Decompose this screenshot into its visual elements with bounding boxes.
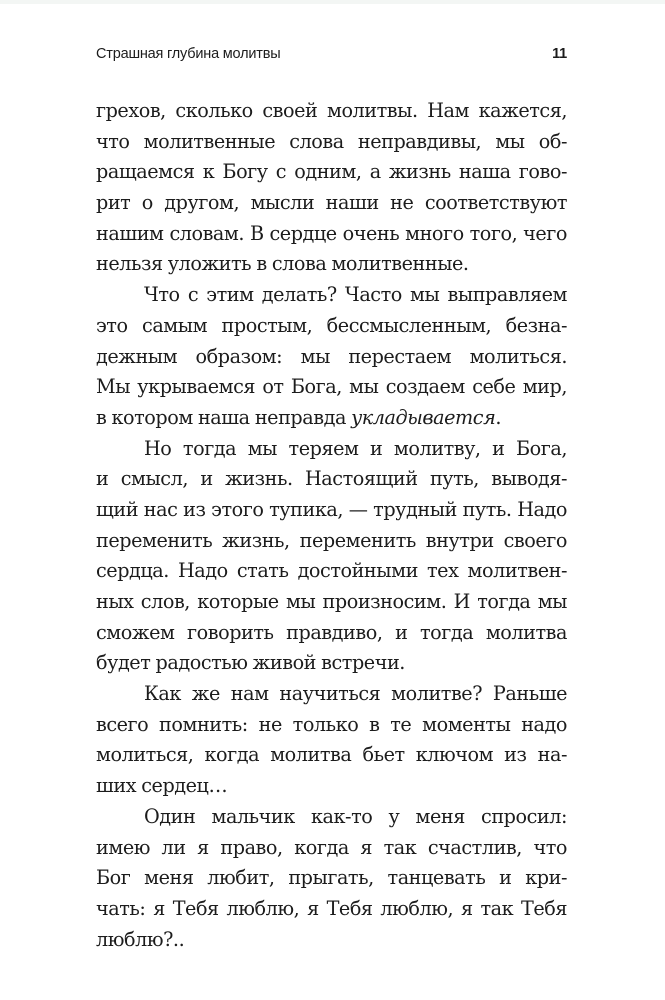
text-line: это самым простым, бессмысленным, безна-: [96, 313, 567, 337]
text-line: ращаемся к Богу с одним, а жизнь наша гово-: [96, 160, 567, 184]
text-line: [96, 403, 567, 434]
running-header: [96, 46, 567, 68]
text-line: рит о другом, мысли наши не соответствуют: [96, 191, 567, 215]
text-line: щий нас из этого тупика, — трудный путь. Надо: [96, 497, 567, 521]
text-run: в котором наша неправда: [96, 405, 352, 429]
text-line: всего помнить: не только в те моменты надо: [96, 712, 567, 736]
emphasized-word: укладывается: [351, 405, 496, 429]
text-line: имею ли я право, когда я так счастлив, что: [96, 835, 567, 859]
text-line: Но тогда мы теряем и молитву, и Бога,: [144, 436, 567, 460]
page-number: 11: [552, 46, 567, 62]
text-line: нашим словам. В сердце очень много того, чего: [96, 221, 567, 245]
text-line: и смысл, и жизнь. Настоящий путь, выводя-: [96, 467, 567, 491]
text-line: люблю?..: [96, 927, 185, 951]
chapter-title: Страшная глубина молитвы: [96, 46, 281, 62]
paragraph-1: [96, 96, 567, 280]
paragraph-3: [96, 434, 567, 680]
text-line: что молитвенные слова неправдивы, мы об-: [96, 129, 567, 153]
text-line: молиться, когда молитва бьет ключом из на-: [96, 743, 567, 767]
text-line: чать: я Тебя люблю, я Тебя люблю, я так Тебя: [96, 896, 567, 920]
text-line: Что с этим делать? Часто мы выправляем: [144, 283, 567, 307]
text-run: .: [495, 405, 501, 429]
text-line: нельзя уложить в слова молитвенные.: [96, 252, 469, 276]
text-line: Один мальчик как-то у меня спросил:: [144, 804, 567, 828]
text-line: сердца. Надо стать достойными тех молитвен-: [96, 559, 567, 583]
text-line: Как же нам научиться молитве? Раньше: [144, 682, 567, 706]
text-line: переменить жизнь, переменить внутри своего: [96, 528, 567, 552]
paragraph-4: [96, 679, 567, 802]
body-text: [96, 96, 567, 955]
text-line: Мы укрываемся от Бога, мы создаем себе мир,: [96, 375, 567, 399]
text-line: будет радостью живой встречи.: [96, 651, 405, 675]
paragraph-5: [96, 802, 567, 955]
paragraph-2: [96, 280, 567, 433]
text-line: сможем говорить правдиво, и тогда молитва: [96, 620, 567, 644]
top-edge-strip: [0, 0, 665, 4]
text-line: ших сердец…: [96, 774, 228, 798]
text-line: грехов, сколько своей молитвы. Нам кажется,: [96, 99, 567, 122]
text-line: ных слов, которые мы произносим. И тогда мы: [96, 590, 567, 613]
text-line: Бог меня любит, прыгать, танцевать и кри-: [96, 866, 567, 890]
text-line: дежным образом: мы перестаем молиться.: [96, 344, 567, 368]
